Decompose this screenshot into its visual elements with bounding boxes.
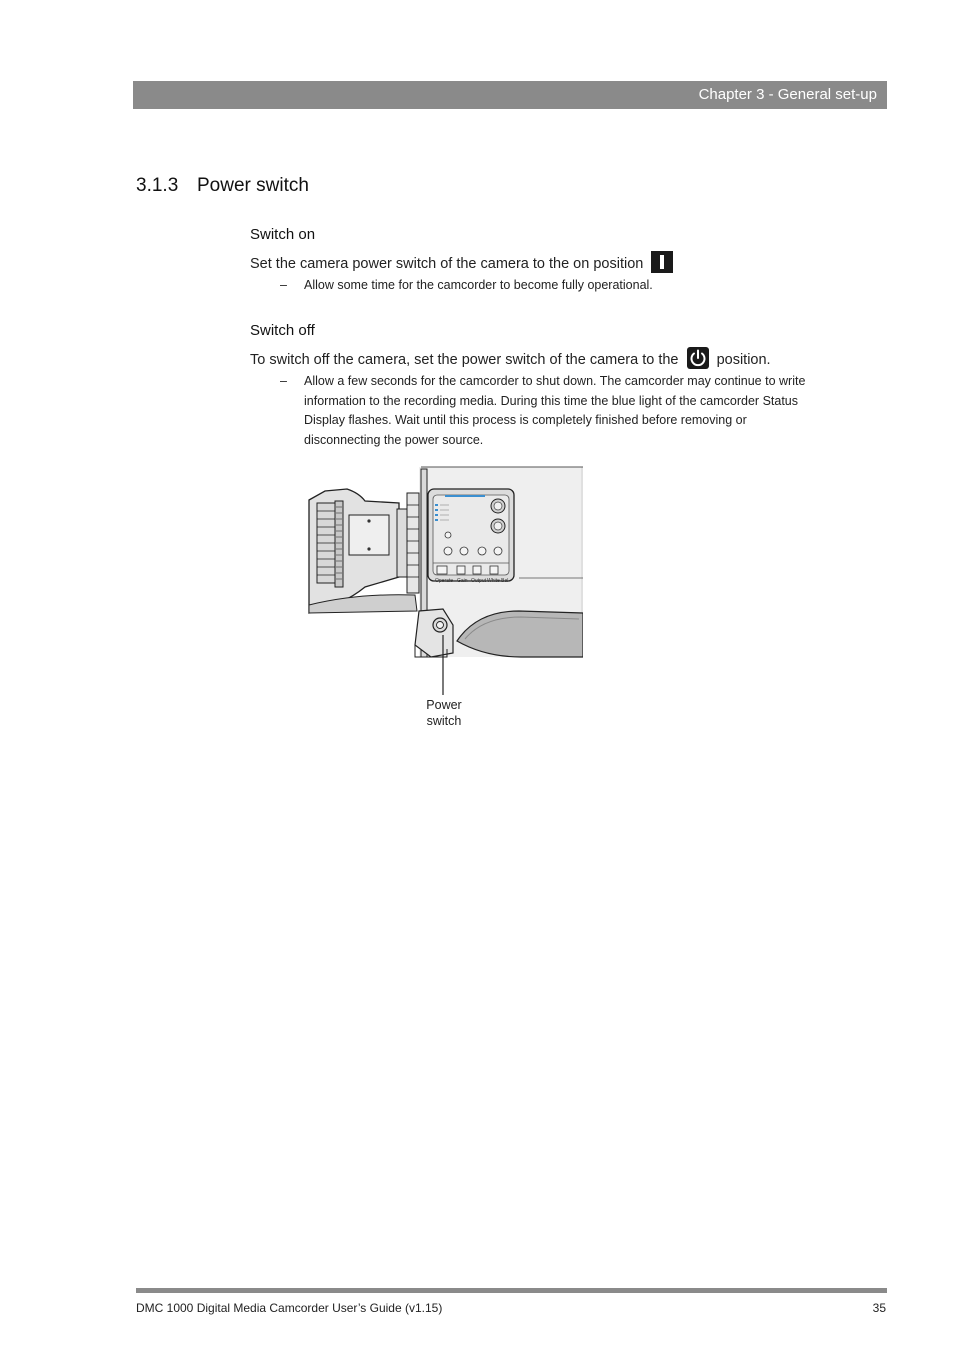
panel-label: White Bal bbox=[487, 578, 509, 584]
switch-off-text-after: position. bbox=[716, 352, 771, 368]
standby-power-icon bbox=[687, 347, 709, 369]
chapter-title: Chapter 3 - General set-up bbox=[698, 86, 877, 103]
switch-on-text: Set the camera power switch of the camera to the on position bbox=[250, 256, 644, 272]
callout-line: switch bbox=[426, 714, 462, 728]
section-title: Power switch bbox=[197, 175, 309, 196]
bullet-line: information to the recording media. During this time the blue light of the camcorder Status bbox=[304, 393, 799, 408]
bullet-line: disconnecting the power source. bbox=[304, 432, 484, 447]
bullet-dash: – bbox=[280, 374, 287, 388]
panel-label: Operate bbox=[435, 578, 454, 584]
switch-off-instruction bbox=[250, 347, 771, 369]
footer-doc-title: DMC 1000 Digital Media Camcorder User’s Guide (v1.15) bbox=[136, 1301, 443, 1315]
chapter-header-bar bbox=[133, 81, 887, 109]
panel-label: Output bbox=[471, 578, 487, 584]
bullet-line: Allow a few seconds for the camcorder to shut down. The camcorder may continue to write bbox=[304, 374, 806, 388]
switch-on-instruction bbox=[250, 251, 673, 273]
camcorder-power-switch-illustration bbox=[307, 465, 583, 702]
switch-off-text-before: To switch off the camera, set the power switch of the camera to the bbox=[250, 352, 679, 368]
panel-label: Gain bbox=[457, 578, 468, 584]
switch-on-bullet-text: Allow some time for the camcorder to become fully operational. bbox=[304, 278, 653, 292]
page-number: 35 bbox=[872, 1301, 886, 1315]
switch-on-heading: Switch on bbox=[250, 226, 316, 243]
switch-off-heading: Switch off bbox=[250, 322, 315, 339]
section-heading bbox=[136, 175, 309, 197]
power-switch-callout bbox=[416, 697, 472, 729]
switch-off-bullet-text bbox=[304, 372, 864, 450]
section-number: 3.1.3 bbox=[136, 175, 179, 196]
footer-rule bbox=[136, 1288, 887, 1293]
power-on-bar-icon bbox=[651, 251, 673, 273]
bullet-dash: – bbox=[280, 278, 287, 292]
callout-line: Power bbox=[426, 698, 462, 712]
bullet-line: Display flashes. Wait until this process is completely finished before removing or bbox=[304, 413, 747, 427]
